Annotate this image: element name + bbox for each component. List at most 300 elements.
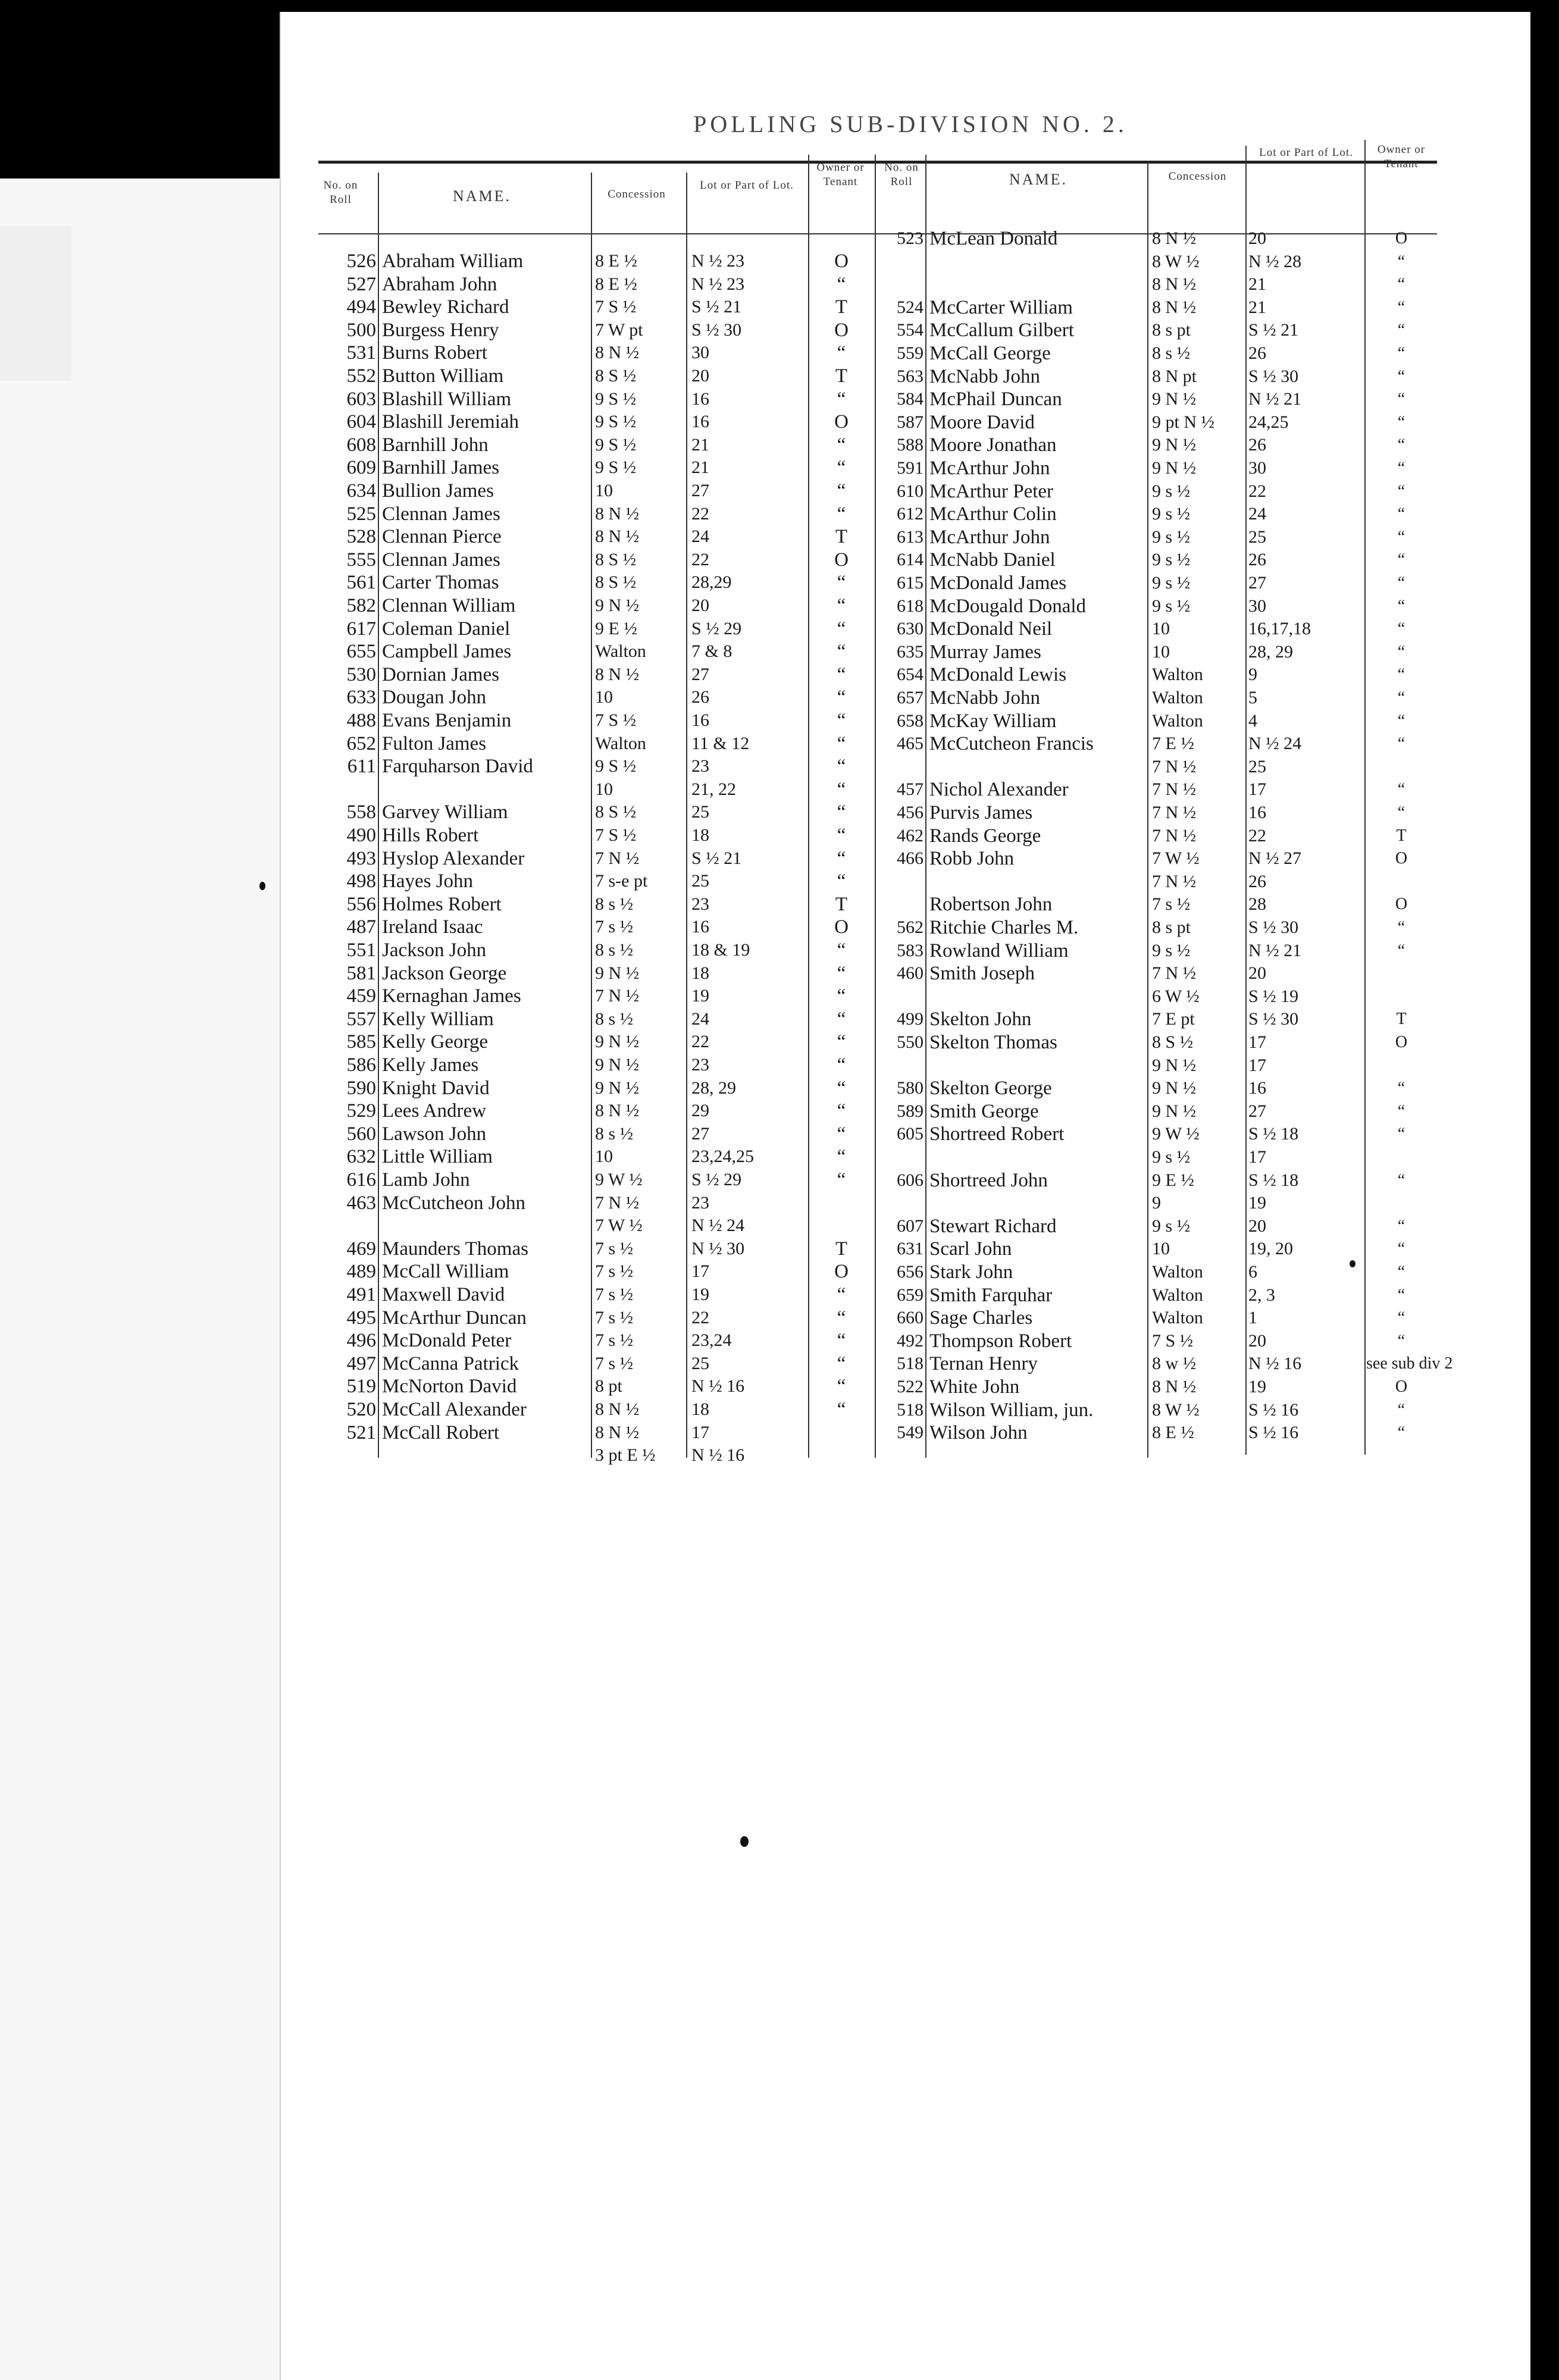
concession-cell: Walton — [1152, 1262, 1203, 1282]
concession-cell: 8 s ½ — [595, 894, 634, 914]
owner-tenant-cell: “ — [1397, 1400, 1405, 1419]
header-bottom-rule — [318, 233, 1437, 234]
voter-name-cell: Lamb John — [382, 1169, 470, 1191]
owner-tenant-cell: “ — [1397, 574, 1405, 592]
voter-name-cell: McArthur John — [929, 526, 1050, 548]
roll-number-cell: 581 — [346, 962, 376, 984]
lot-cell: 5 — [1248, 688, 1257, 707]
lot-cell: N ½ 16 — [691, 1376, 745, 1396]
voter-name-cell: Dornian James — [382, 663, 500, 685]
roll-number-cell: 558 — [346, 801, 376, 823]
voter-name-cell: Hayes John — [382, 870, 474, 892]
header-top-rule — [318, 161, 1437, 164]
lot-cell: 19 — [691, 1285, 709, 1304]
header-owner-tenant-left: Owner or Tenant — [816, 161, 865, 188]
voter-name-cell: Hyslop Alexander — [382, 847, 525, 869]
lot-cell: 28, 29 — [1248, 641, 1293, 662]
roll-number-cell: 652 — [346, 732, 376, 754]
concession-cell: 9 — [1152, 1193, 1161, 1213]
owner-tenant-cell: “ — [1397, 688, 1405, 707]
concession-cell: Walton — [1152, 688, 1203, 707]
roll-number-cell: 561 — [346, 572, 376, 594]
concession-cell: 7 N ½ — [1152, 779, 1197, 800]
owner-tenant-cell: “ — [1397, 918, 1405, 937]
concession-cell: 9 pt N ½ — [1152, 412, 1214, 432]
concession-cell: 7 W ½ — [595, 1216, 643, 1236]
owner-tenant-cell: T — [835, 296, 848, 318]
concession-cell: 7 W ½ — [1152, 848, 1200, 869]
lot-cell: 26 — [691, 687, 709, 707]
lot-cell: 22 — [691, 1307, 709, 1327]
concession-cell: 7 S ½ — [1152, 1330, 1194, 1351]
owner-tenant-cell: “ — [1397, 711, 1405, 730]
voter-name-cell: McLean Donald — [929, 228, 1058, 249]
roll-number-cell: 587 — [897, 412, 923, 432]
concession-cell: 7 S ½ — [595, 710, 637, 730]
lot-cell: 2, 3 — [1248, 1285, 1275, 1305]
concession-cell: 8 N ½ — [595, 503, 640, 524]
lot-cell: 21 — [1248, 274, 1266, 295]
concession-cell: 9 E ½ — [1152, 1170, 1194, 1190]
voter-name-cell: McDonald James — [929, 572, 1067, 594]
lot-cell: S ½ 18 — [1248, 1124, 1299, 1144]
roll-number-cell: 469 — [346, 1238, 376, 1260]
lot-cell: 24 — [1248, 504, 1266, 524]
concession-cell: 9 S ½ — [595, 434, 637, 455]
owner-tenant-cell: “ — [1397, 1423, 1405, 1442]
roll-number-cell: 525 — [346, 503, 376, 525]
owner-tenant-cell: “ — [837, 756, 846, 778]
header-no-on-roll-left: No. on Roll — [323, 179, 358, 206]
roll-number-cell: 658 — [897, 710, 923, 731]
roll-number-cell: 611 — [347, 756, 376, 778]
voter-name-cell: Stark John — [929, 1261, 1013, 1283]
voter-name-cell: McCallum Gilbert — [929, 320, 1074, 342]
owner-tenant-cell: “ — [1397, 412, 1405, 431]
roll-number-cell: 492 — [897, 1330, 923, 1351]
voter-name-cell: Moore David — [929, 411, 1035, 433]
column-rule — [1245, 146, 1247, 1455]
roll-number-cell: 487 — [346, 916, 376, 938]
lot-cell: 25 — [1248, 756, 1266, 776]
roll-number-cell: 604 — [346, 411, 376, 433]
roll-number-cell: 491 — [346, 1284, 376, 1305]
lot-cell: 28,29 — [691, 572, 732, 593]
lot-cell: N ½ 21 — [1248, 940, 1302, 960]
voter-name-cell: McPhail Duncan — [929, 389, 1062, 411]
lot-cell: 25 — [691, 871, 709, 891]
lot-cell: S ½ 16 — [1248, 1399, 1299, 1420]
roll-number-cell: 490 — [346, 825, 376, 846]
ink-speck — [259, 882, 265, 890]
owner-tenant-cell: “ — [837, 1376, 846, 1398]
header-name-left: NAME. — [452, 187, 512, 205]
lot-cell: 20 — [691, 596, 709, 615]
voter-name-cell: Coleman Daniel — [382, 618, 511, 640]
roll-number-cell: 495 — [346, 1307, 376, 1329]
facing-page — [0, 178, 281, 2380]
roll-number-cell: 500 — [346, 319, 376, 341]
owner-tenant-cell: “ — [837, 870, 846, 892]
roll-number-cell: 590 — [346, 1077, 376, 1099]
concession-cell: 10 — [595, 687, 613, 707]
roll-number-cell: 634 — [346, 480, 376, 502]
owner-tenant-cell: “ — [1397, 367, 1405, 386]
lot-cell: 9 — [1248, 665, 1257, 685]
lot-cell: 27 — [691, 664, 709, 684]
lot-cell: N ½ 23 — [691, 274, 745, 294]
concession-cell: 9 S ½ — [595, 756, 637, 776]
lot-cell: 23 — [691, 1055, 709, 1075]
owner-tenant-cell: T — [835, 1238, 848, 1260]
voter-name-cell: Knight David — [382, 1077, 490, 1099]
concession-cell: 9 s ½ — [1152, 573, 1191, 593]
voter-name-cell: Thompson Robert — [929, 1330, 1072, 1352]
lot-cell: S ½ 29 — [691, 618, 742, 638]
owner-tenant-cell: “ — [1397, 1170, 1405, 1189]
roll-number-cell: 607 — [897, 1216, 923, 1236]
owner-tenant-cell: “ — [837, 480, 846, 502]
lot-cell: 1 — [1248, 1308, 1257, 1328]
owner-tenant-cell: “ — [837, 342, 846, 364]
lot-cell: 11 & 12 — [691, 733, 750, 753]
owner-tenant-cell: “ — [1397, 1101, 1405, 1120]
owner-tenant-cell: “ — [1397, 344, 1405, 362]
roll-number-cell: 583 — [897, 940, 923, 960]
lot-cell: 20 — [1248, 1330, 1266, 1351]
owner-tenant-cell: “ — [837, 1100, 846, 1122]
lot-cell: 23,24,25 — [691, 1147, 754, 1167]
voter-name-cell: Jackson George — [382, 962, 507, 984]
roll-number-cell: 560 — [346, 1123, 376, 1145]
concession-cell: 9 W ½ — [595, 1170, 643, 1189]
torn-edge — [0, 226, 71, 381]
concession-cell: 7 E ½ — [1152, 734, 1194, 754]
roll-number-cell: 522 — [897, 1377, 923, 1396]
lot-cell: 27 — [1248, 1101, 1266, 1121]
concession-cell: 9 W ½ — [1152, 1124, 1200, 1144]
voter-name-cell: Campbell James — [382, 641, 512, 663]
owner-tenant-cell: “ — [1397, 619, 1405, 638]
roll-number-cell: 524 — [897, 297, 923, 317]
owner-tenant-cell: T — [835, 365, 848, 387]
owner-tenant-cell: O — [1395, 1377, 1408, 1396]
roll-number-cell: 520 — [346, 1399, 376, 1420]
concession-cell: 8 E ½ — [1152, 1423, 1194, 1443]
concession-cell: 7 N ½ — [595, 848, 640, 868]
concession-cell: 8 S ½ — [595, 549, 637, 569]
roll-number-cell: 459 — [346, 985, 376, 1007]
lot-cell: S ½ 30 — [1248, 917, 1299, 937]
roll-number-cell: 462 — [897, 825, 923, 845]
roll-number-cell: 563 — [897, 366, 923, 386]
lot-cell: N ½ 23 — [691, 251, 745, 271]
concession-cell: Walton — [1152, 1285, 1203, 1305]
column-rule — [925, 155, 926, 1458]
voter-name-cell: White John — [929, 1376, 1020, 1398]
roll-number-cell: 518 — [897, 1399, 923, 1420]
lot-cell: S ½ 30 — [1248, 366, 1299, 386]
voter-name-cell: Nichol Alexander — [929, 779, 1069, 801]
voter-name-cell: Fulton James — [382, 732, 487, 754]
roll-number-cell: 610 — [897, 481, 923, 501]
lot-cell: 18 — [691, 963, 709, 983]
voter-name-cell: Burgess Henry — [382, 319, 499, 341]
concession-cell: 7 S ½ — [595, 297, 637, 317]
owner-tenant-cell: “ — [1397, 1285, 1405, 1304]
lot-cell: 18 & 19 — [691, 940, 750, 960]
lot-cell: 22 — [691, 503, 709, 524]
voter-name-cell: Kelly George — [382, 1031, 489, 1053]
lot-cell: 17 — [691, 1422, 709, 1442]
roll-number-cell: 528 — [346, 526, 376, 548]
roll-number-cell: 530 — [346, 663, 376, 685]
owner-tenant-cell: “ — [837, 572, 846, 594]
column-rule — [686, 173, 687, 1458]
roll-number-cell: 618 — [897, 596, 923, 616]
roll-number-cell: 531 — [346, 342, 376, 364]
concession-cell: 8 N ½ — [595, 343, 640, 363]
column-rule — [875, 155, 876, 1458]
voter-name-cell: Ritchie Charles M. — [929, 917, 1079, 938]
voter-name-cell: McArthur Colin — [929, 503, 1057, 525]
concession-cell: 7 N ½ — [595, 1192, 640, 1213]
voter-name-cell: Sage Charles — [929, 1307, 1033, 1329]
lot-cell: 26 — [1248, 550, 1266, 570]
roll-number-cell: 489 — [346, 1261, 376, 1283]
concession-cell: 9 s ½ — [1152, 1216, 1191, 1236]
concession-cell: 8 s pt — [1152, 320, 1191, 340]
header-no-on-roll-right: No. on Roll — [884, 161, 919, 188]
lot-cell: S ½ 21 — [691, 297, 742, 317]
concession-cell: 8 S ½ — [1152, 1032, 1194, 1052]
voter-name-cell: Shortreed John — [929, 1169, 1048, 1191]
lot-cell: 20 — [1248, 963, 1266, 984]
owner-tenant-cell: “ — [1397, 321, 1405, 340]
header-owner-tenant-right: Owner or Tenant — [1377, 143, 1426, 170]
voter-name-cell: Skelton Thomas — [929, 1032, 1057, 1053]
voter-name-cell: McCall Robert — [382, 1421, 500, 1443]
owner-tenant-cell: “ — [837, 1284, 846, 1305]
concession-cell: 9 S ½ — [595, 389, 637, 409]
concession-cell: 10 — [595, 481, 613, 500]
roll-number-cell: 554 — [897, 320, 923, 340]
owner-tenant-cell: O — [834, 250, 849, 272]
lot-cell: 26 — [1248, 435, 1266, 455]
concession-cell: 9 N ½ — [1152, 1078, 1197, 1098]
owner-tenant-cell: “ — [837, 1077, 846, 1099]
owner-tenant-cell: O — [834, 319, 849, 341]
lot-cell: 16 — [691, 389, 709, 409]
roll-number-cell: 580 — [897, 1078, 923, 1098]
concession-cell: 8 E ½ — [595, 251, 637, 271]
roll-number-cell: 585 — [346, 1031, 376, 1053]
lot-cell: 28 — [1248, 894, 1266, 915]
owner-tenant-cell: “ — [837, 940, 846, 961]
owner-tenant-cell: “ — [1397, 1125, 1405, 1144]
column-rule — [591, 173, 592, 1458]
owner-tenant-cell: “ — [837, 985, 846, 1007]
roll-number-cell: 632 — [346, 1146, 376, 1168]
concession-cell: 9 N ½ — [1152, 435, 1197, 455]
voter-name-cell: Burns Robert — [382, 342, 487, 364]
roll-number-cell: 493 — [346, 847, 376, 869]
roll-number-cell: 488 — [346, 710, 376, 731]
roll-number-cell: 609 — [346, 457, 376, 479]
roll-number-cell: 654 — [897, 665, 923, 685]
owner-tenant-cell: “ — [1397, 527, 1405, 546]
roll-number-cell: 657 — [897, 688, 923, 707]
lot-cell: 30 — [1248, 458, 1266, 478]
concession-cell: 9 N ½ — [595, 1055, 640, 1075]
voter-name-cell: McCanna Patrick — [382, 1352, 519, 1374]
lot-cell: 17 — [1248, 1147, 1266, 1167]
owner-tenant-cell: “ — [837, 434, 846, 456]
concession-cell: 8 S ½ — [595, 366, 637, 386]
lot-cell: 24 — [691, 527, 709, 547]
lot-cell: N ½ 16 — [691, 1445, 745, 1465]
owner-tenant-cell: “ — [1397, 941, 1405, 960]
lot-cell: 19 — [1248, 1193, 1266, 1213]
lot-cell: 23 — [691, 1192, 709, 1213]
lot-cell: 22 — [691, 549, 709, 569]
concession-cell: 8 W ½ — [1152, 251, 1200, 271]
roll-number-cell: 655 — [346, 641, 376, 663]
owner-tenant-cell: see sub div 2 — [1366, 1354, 1453, 1373]
roll-number-cell: 562 — [897, 917, 923, 937]
owner-tenant-cell: O — [1395, 229, 1408, 248]
lot-cell: 25 — [1248, 527, 1266, 547]
concession-cell: 7 s ½ — [595, 1285, 634, 1304]
voter-name-cell: Kelly James — [382, 1054, 479, 1076]
roll-number-cell: 633 — [346, 687, 376, 709]
owner-tenant-cell: “ — [1397, 481, 1405, 500]
concession-cell: 7 S ½ — [595, 825, 637, 845]
owner-tenant-cell: “ — [1397, 803, 1405, 822]
voter-name-cell: McNabb Daniel — [929, 549, 1056, 571]
voter-name-cell: Bullion James — [382, 480, 494, 502]
lot-cell: 30 — [691, 343, 709, 363]
concession-cell: 9 N ½ — [595, 963, 640, 983]
voter-name-cell: Robertson John — [929, 894, 1053, 916]
voter-name-cell: Maxwell David — [382, 1284, 505, 1305]
concession-cell: 8 pt — [595, 1376, 622, 1396]
voter-name-cell: Farquharson David — [382, 756, 533, 778]
concession-cell: 7 s ½ — [595, 1307, 634, 1327]
voter-name-cell: McCall George — [929, 343, 1051, 364]
concession-cell: 7 s ½ — [1152, 894, 1191, 915]
lot-cell: 25 — [691, 1353, 709, 1373]
concession-cell: 7 E pt — [1152, 1009, 1195, 1029]
owner-tenant-cell: “ — [837, 1008, 846, 1030]
voter-name-cell: Murray James — [929, 641, 1041, 663]
voter-name-cell: McCall Alexander — [382, 1399, 527, 1420]
voter-name-cell: Jackson John — [382, 940, 487, 961]
concession-cell: 7 s ½ — [595, 1353, 634, 1373]
voter-name-cell: Clennan William — [382, 595, 516, 616]
lot-cell: 20 — [1248, 228, 1266, 248]
owner-tenant-cell: “ — [1397, 596, 1405, 615]
owner-tenant-cell: O — [1395, 849, 1408, 868]
roll-number-cell: 606 — [897, 1170, 923, 1190]
voter-name-cell: Shortreed Robert — [929, 1123, 1065, 1145]
voter-name-cell: Smith George — [929, 1100, 1039, 1122]
lot-cell: 22 — [1248, 825, 1266, 845]
lot-cell: N ½ 24 — [691, 1216, 745, 1236]
owner-tenant-cell: T — [835, 526, 848, 548]
concession-cell: 7 s ½ — [595, 917, 634, 937]
roll-number-cell: 660 — [897, 1308, 923, 1328]
lot-cell: 27 — [1248, 573, 1266, 593]
concession-cell: 7 s ½ — [595, 1330, 634, 1351]
voter-name-cell: Button William — [382, 365, 504, 387]
owner-tenant-cell: “ — [837, 273, 846, 295]
concession-cell: 8 N ½ — [595, 1422, 640, 1442]
concession-cell: 8 N ½ — [1152, 228, 1197, 248]
lot-cell: 27 — [691, 1123, 709, 1144]
voter-name-cell: Rands George — [929, 825, 1041, 847]
concession-cell: 8 N ½ — [595, 527, 640, 547]
owner-tenant-cell: O — [834, 411, 849, 433]
concession-cell: 8 s ½ — [595, 940, 634, 960]
roll-number-cell: 614 — [897, 550, 923, 570]
voter-name-cell: McCall William — [382, 1261, 509, 1283]
concession-cell: 9 N ½ — [595, 596, 640, 615]
lot-cell: 21 — [691, 458, 709, 478]
owner-tenant-cell: “ — [837, 1330, 846, 1352]
owner-tenant-cell: T — [835, 893, 848, 915]
voter-name-cell: Lees Andrew — [382, 1100, 487, 1122]
concession-cell: 10 — [1152, 1239, 1170, 1259]
owner-tenant-cell: “ — [837, 1307, 846, 1329]
concession-cell: Walton — [1152, 710, 1203, 731]
lot-cell: S ½ 30 — [691, 320, 742, 340]
lot-cell: 30 — [1248, 596, 1266, 616]
roll-number-cell: 659 — [897, 1285, 923, 1305]
voter-name-cell: Smith Joseph — [929, 963, 1035, 985]
roll-number-cell: 591 — [897, 458, 923, 478]
concession-cell: 9 s ½ — [1152, 504, 1191, 524]
owner-tenant-cell: “ — [1397, 390, 1405, 409]
owner-tenant-cell: “ — [837, 1054, 846, 1076]
voter-name-cell: Robb John — [929, 848, 1015, 870]
lot-cell: N ½ 28 — [1248, 251, 1302, 271]
lot-cell: 19 — [691, 986, 709, 1006]
roll-number-cell: 518 — [897, 1354, 923, 1374]
roll-number-cell: 456 — [897, 803, 923, 822]
voter-name-cell: McDougald Donald — [929, 595, 1087, 617]
concession-cell: 8 s ½ — [1152, 343, 1191, 363]
owner-tenant-cell: “ — [1397, 1331, 1405, 1350]
concession-cell: 3 pt E ½ — [595, 1445, 656, 1465]
roll-number-cell: 521 — [346, 1421, 376, 1443]
roll-number-cell: 466 — [897, 848, 923, 869]
concession-cell: 8 S ½ — [595, 572, 637, 593]
roll-number-cell: 549 — [897, 1423, 923, 1443]
concession-cell: 8 w ½ — [1152, 1354, 1197, 1374]
owner-tenant-cell: “ — [1397, 1079, 1405, 1098]
roll-number-cell: 630 — [897, 619, 923, 639]
roll-number-cell: 496 — [346, 1330, 376, 1352]
owner-tenant-cell: “ — [837, 825, 846, 846]
voter-name-cell: Skelton John — [929, 1009, 1032, 1031]
lot-cell: S ½ 16 — [1248, 1423, 1299, 1443]
concession-cell: 9 s ½ — [1152, 481, 1191, 501]
voter-name-cell: McDonald Neil — [929, 618, 1053, 640]
concession-cell: Walton — [1152, 665, 1203, 685]
ink-speck — [1350, 1260, 1355, 1267]
voter-name-cell: McCarter William — [929, 296, 1073, 318]
